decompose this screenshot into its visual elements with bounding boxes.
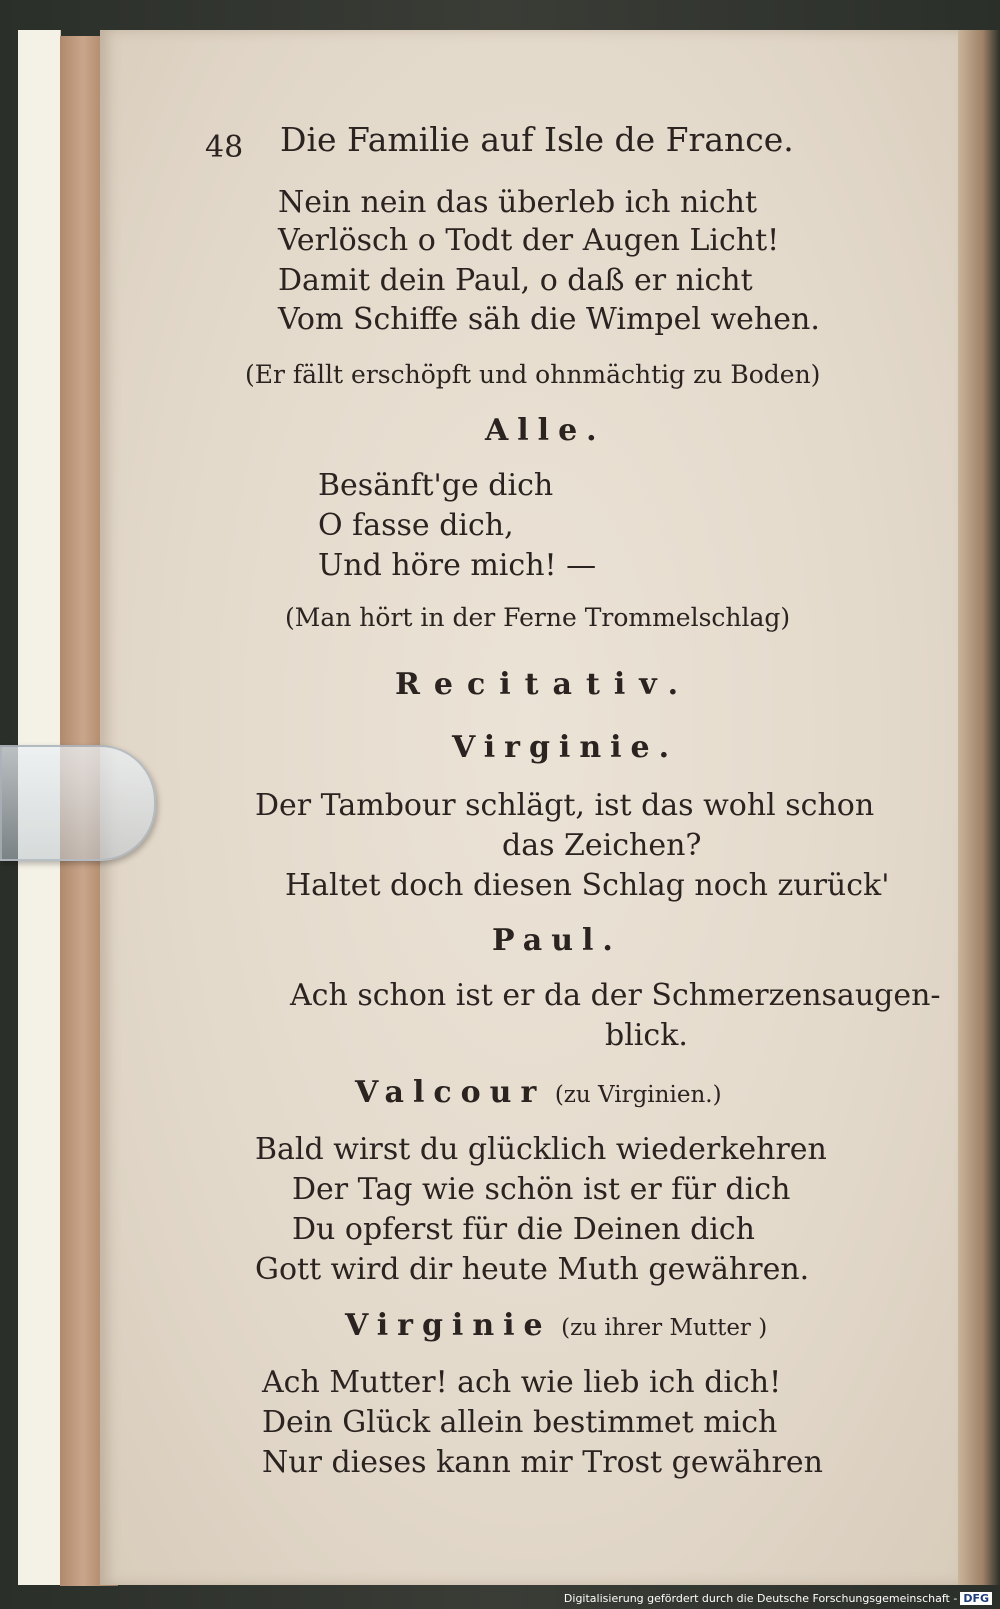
page-clip (0, 745, 156, 861)
verse-line: Besänft'ge dich (318, 468, 554, 503)
speaker-direction: (zu ihrer Mutter ) (561, 1315, 768, 1341)
digitization-credit (564, 1592, 992, 1605)
verse-line: Nur dieses kann mir Trost gewähren (262, 1445, 823, 1480)
speaker-name: Virginie. (452, 730, 679, 765)
speaker-name: Valcour (355, 1075, 546, 1110)
verse-line: Gott wird dir heute Muth gewähren. (255, 1252, 810, 1287)
verse-line: Bald wirst du glücklich wiederkehren (255, 1132, 827, 1167)
verse-line: Der Tag wie schön ist er für dich (292, 1172, 791, 1207)
stage-direction: (Er fällt erschöpft und ohnmächtig zu Boden) (245, 360, 821, 389)
verse-line: Und höre mich! — (318, 548, 597, 583)
verse-line: Du opferst für die Deinen dich (292, 1212, 756, 1247)
verse-line: Verlösch o Todt der Augen Licht! (278, 223, 780, 258)
speaker-direction: (zu Virginien.) (554, 1082, 722, 1108)
verse-line: Dein Glück allein bestimmet mich (262, 1405, 778, 1440)
book-page (100, 30, 958, 1585)
right-page-edge (958, 30, 1000, 1585)
speaker-name: Paul. (492, 923, 622, 958)
verse-line: Ach Mutter! ach wie lieb ich dich! (262, 1365, 782, 1400)
verse-line: das Zeichen? (502, 828, 702, 863)
verse-line: Haltet doch diesen Schlag noch zurück' (285, 868, 890, 903)
verse-line: blick. (605, 1018, 688, 1053)
stage-direction: (Man hört in der Ferne Trommelschlag) (285, 603, 791, 632)
verse-line: Vom Schiffe säh die Wimpel wehen. (278, 302, 820, 337)
section-heading: Recitativ. (395, 667, 693, 702)
speaker-line (355, 1075, 722, 1110)
running-header: Die Familie auf Isle de France. (280, 120, 794, 159)
dfg-logo: DFG (960, 1592, 992, 1605)
verse-line: Nein nein das überleb ich nicht (278, 185, 758, 220)
page-number: 48 (205, 130, 244, 165)
speaker-name: Virginie (345, 1308, 552, 1343)
speaker-name: Alle. (485, 413, 606, 448)
verse-line: Der Tambour schlägt, ist das wohl schon (255, 788, 875, 823)
speaker-line (345, 1308, 767, 1343)
verse-line: Ach schon ist er da der Schmerzensaugen- (290, 978, 941, 1013)
credit-text: Digitalisierung gefördert durch die Deutsche Forschungsgemeinschaft - (563, 1592, 958, 1605)
verse-line: Damit dein Paul, o daß er nicht (278, 263, 753, 298)
verse-line: O fasse dich, (318, 508, 514, 543)
